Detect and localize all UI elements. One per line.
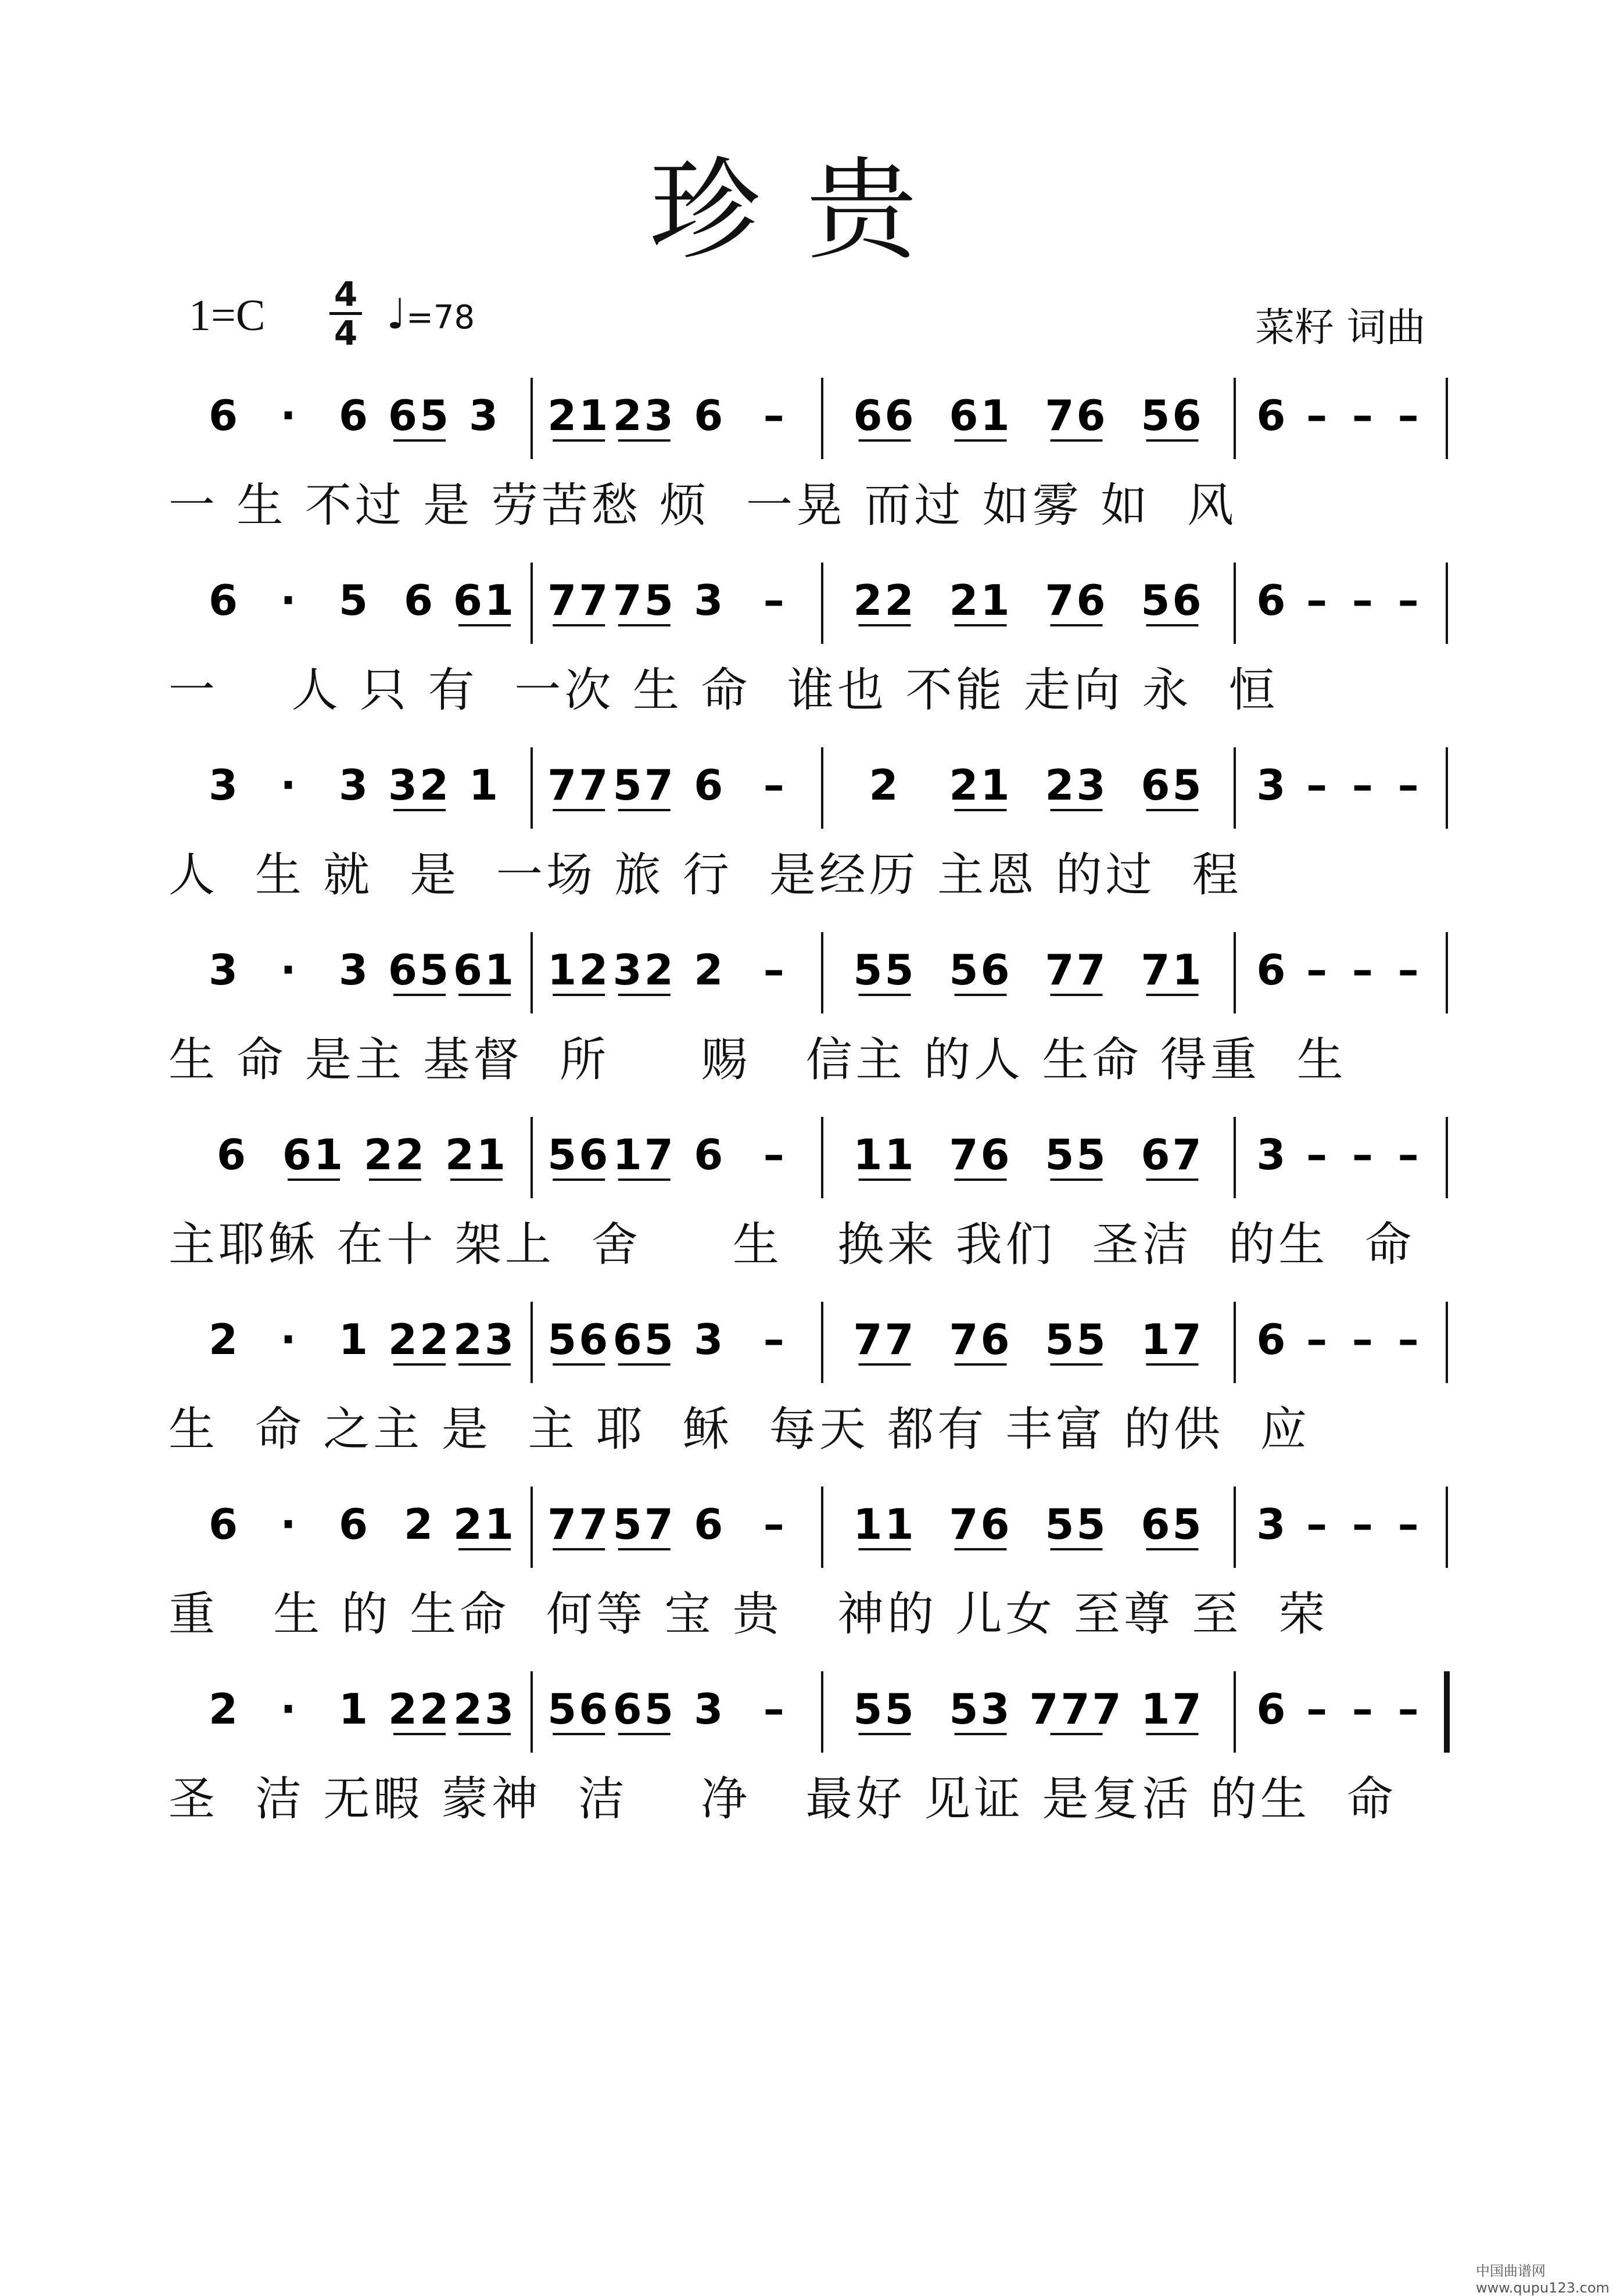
lyric-line: 一 人 只 有 一次 生 命 谁也 不能 走向 永 恒	[169, 663, 1279, 717]
note-token: 2	[869, 761, 901, 809]
note-token: 6	[208, 1500, 241, 1549]
note-token: 32	[612, 945, 676, 994]
note-token: 77	[547, 761, 611, 809]
score-line	[0, 1475, 1613, 1649]
note-token: –	[1352, 1500, 1375, 1549]
author-credit: 菜籽 词曲	[1255, 305, 1426, 351]
lyric-line: 人 生 就 是 一场 旅 行 是经历 主恩 的过 程	[169, 848, 1242, 902]
score-line	[0, 920, 1613, 1095]
note-token: 6	[338, 391, 371, 440]
note-token: ·	[280, 576, 299, 625]
note-token: 76	[1045, 576, 1108, 625]
note-token: 6	[338, 1500, 371, 1549]
note-token: 3	[1256, 761, 1288, 809]
note-token: 5	[338, 576, 371, 625]
note-token: 76	[949, 1315, 1012, 1364]
note-token: 61	[949, 391, 1012, 440]
note-token: 1	[338, 1685, 371, 1733]
note-token: 75	[612, 576, 676, 625]
note-token: 23	[453, 1685, 517, 1733]
lyric-line: 一 生 不过 是 劳苦愁 烦 一晃 而过 如雾 如 风	[169, 478, 1238, 532]
note-token: –	[1397, 391, 1421, 440]
note-token: 3	[694, 576, 726, 625]
note-token: 6	[1256, 576, 1288, 625]
note-token: 777	[1029, 1685, 1124, 1733]
note-token: 2	[208, 1315, 241, 1364]
note-token: ·	[280, 761, 299, 809]
note-token: 66	[853, 391, 916, 440]
note-token: –	[1306, 1500, 1330, 1549]
note-token: –	[1306, 576, 1330, 625]
note-token: 2	[208, 1685, 241, 1733]
note-token: 2	[694, 945, 726, 994]
note-token: 22	[363, 1130, 427, 1179]
note-token: 3	[208, 945, 241, 994]
note-token: –	[1397, 1500, 1421, 1549]
note-token: 65	[388, 945, 451, 994]
lyric-line: 圣 洁 无暇 蒙神 洁 净 最好 见证 是复活 的生 命	[169, 1772, 1397, 1826]
note-token: 6	[208, 391, 241, 440]
note-token: 3	[694, 1685, 726, 1733]
note-token: 3	[1256, 1500, 1288, 1549]
note-token: 65	[612, 1315, 676, 1364]
quarter-note-icon: ♩	[386, 289, 406, 338]
note-token: –	[1306, 1130, 1330, 1179]
note-token: 65	[1141, 761, 1204, 809]
note-token: 55	[1045, 1315, 1108, 1364]
note-token: 32	[388, 761, 451, 809]
lyric-line: 重 生 的 生命 何等 宝 贵 神的 儿女 至尊 至 荣	[169, 1587, 1329, 1641]
lyric-line: 生 命 之主 是 主 耶 稣 每天 都有 丰富 的供 应	[169, 1402, 1310, 1456]
note-token: –	[1306, 761, 1330, 809]
note-token: 17	[1141, 1685, 1204, 1733]
note-token: –	[1352, 576, 1375, 625]
note-token: 23	[453, 1315, 517, 1364]
note-token: 55	[853, 1685, 916, 1733]
note-token: 22	[388, 1315, 451, 1364]
note-token: –	[1397, 945, 1421, 994]
note-token: ·	[280, 391, 299, 440]
score-line	[0, 1660, 1613, 1834]
note-token: –	[1352, 1315, 1375, 1364]
note-token: 53	[949, 1685, 1012, 1733]
note-token: ·	[280, 945, 299, 994]
note-token: 11	[853, 1500, 916, 1549]
note-token: –	[763, 1315, 787, 1364]
note-token: –	[1306, 945, 1330, 994]
song-title: 珍贵	[649, 146, 963, 275]
note-token: –	[763, 1130, 787, 1179]
score-line	[0, 736, 1613, 910]
note-token: 3	[1256, 1130, 1288, 1179]
score-line	[0, 1290, 1613, 1464]
note-token: –	[1306, 1685, 1330, 1733]
note-token: 6	[694, 1500, 726, 1549]
note-token: 77	[1045, 945, 1108, 994]
note-token: 56	[1141, 576, 1204, 625]
note-token: –	[763, 1500, 787, 1549]
note-token: 17	[1141, 1315, 1204, 1364]
note-token: –	[1352, 1685, 1375, 1733]
note-token: –	[763, 391, 787, 440]
score-line	[0, 1105, 1613, 1280]
note-token: 61	[282, 1130, 346, 1179]
note-token: 3	[694, 1315, 726, 1364]
note-token: 76	[949, 1130, 1012, 1179]
key-signature: 1=C	[189, 291, 266, 340]
note-token: 23	[1045, 761, 1108, 809]
score-line	[0, 366, 1613, 540]
note-token: 3	[338, 945, 371, 994]
note-token: 6	[1256, 945, 1288, 994]
note-token: 11	[853, 1130, 916, 1179]
note-token: –	[1352, 1130, 1375, 1179]
note-token: –	[1397, 576, 1421, 625]
note-token: 65	[612, 1685, 676, 1733]
note-token: –	[1397, 1685, 1421, 1733]
note-token: 6	[694, 761, 726, 809]
note-token: 61	[453, 576, 517, 625]
note-token: –	[763, 1685, 787, 1733]
tempo-value: =78	[406, 299, 475, 336]
note-token: 6	[1256, 1685, 1288, 1733]
note-token: ·	[280, 1315, 299, 1364]
note-token: ·	[280, 1685, 299, 1733]
note-token: 77	[547, 576, 611, 625]
note-token: 55	[1045, 1500, 1108, 1549]
lyric-line: 生 命 是主 基督 所 赐 信主 的人 生命 得重 生	[169, 1033, 1347, 1087]
note-token: –	[1352, 945, 1375, 994]
note-token: 65	[1141, 1500, 1204, 1549]
note-token: 76	[949, 1500, 1012, 1549]
note-token: 56	[547, 1130, 611, 1179]
note-token: 55	[1045, 1130, 1108, 1179]
note-token: 6	[694, 1130, 726, 1179]
note-token: 1	[468, 761, 501, 809]
tempo-marking	[386, 289, 475, 338]
note-token: 21	[547, 391, 611, 440]
note-token: 65	[388, 391, 451, 440]
note-token: 22	[388, 1685, 451, 1733]
time-signature	[328, 274, 363, 353]
note-token: 55	[853, 945, 916, 994]
note-token: 3	[468, 391, 501, 440]
note-token: –	[763, 945, 787, 994]
note-token: 56	[547, 1685, 611, 1733]
note-token: 77	[853, 1315, 916, 1364]
note-token: –	[1306, 1315, 1330, 1364]
time-sig-bottom: 4	[334, 313, 358, 353]
note-token: ·	[280, 1500, 299, 1549]
note-token: –	[1397, 761, 1421, 809]
note-token: 57	[612, 761, 676, 809]
time-sig-top: 4	[334, 274, 358, 314]
lyric-line: 主耶稣 在十 架上 舍 生 换来 我们 圣洁 的生 命	[169, 1217, 1415, 1271]
note-token: –	[1397, 1315, 1421, 1364]
note-token: 21	[949, 761, 1012, 809]
note-token: –	[1352, 391, 1375, 440]
note-token: –	[763, 761, 787, 809]
note-token: 12	[547, 945, 611, 994]
note-token: 21	[453, 1500, 517, 1549]
score-line	[0, 551, 1613, 725]
note-token: 56	[547, 1315, 611, 1364]
watermark: 中国曲谱网 www.qupu123.com	[1476, 2263, 1610, 2296]
note-token: 2	[403, 1500, 436, 1549]
note-token: 56	[949, 945, 1012, 994]
note-token: –	[763, 576, 787, 625]
note-token: 3	[208, 761, 241, 809]
note-token: 56	[1141, 391, 1204, 440]
note-token: 71	[1141, 945, 1204, 994]
note-token: 1	[338, 1315, 371, 1364]
note-token: 57	[612, 1500, 676, 1549]
note-token: 6	[1256, 1315, 1288, 1364]
note-token: –	[1306, 391, 1330, 440]
note-token: 6	[403, 576, 436, 625]
note-token: 23	[612, 391, 676, 440]
note-token: 61	[453, 945, 517, 994]
note-token: 6	[208, 576, 241, 625]
note-token: 67	[1141, 1130, 1204, 1179]
note-token: 22	[853, 576, 916, 625]
note-token: 17	[612, 1130, 676, 1179]
note-token: 6	[1256, 391, 1288, 440]
note-token: 6	[694, 391, 726, 440]
note-token: 21	[949, 576, 1012, 625]
note-token: 21	[445, 1130, 508, 1179]
note-token: –	[1397, 1130, 1421, 1179]
note-token: 77	[547, 1500, 611, 1549]
note-token: –	[1352, 761, 1375, 809]
note-token: 6	[216, 1130, 249, 1179]
note-token: 3	[338, 761, 371, 809]
note-token: 76	[1045, 391, 1108, 440]
